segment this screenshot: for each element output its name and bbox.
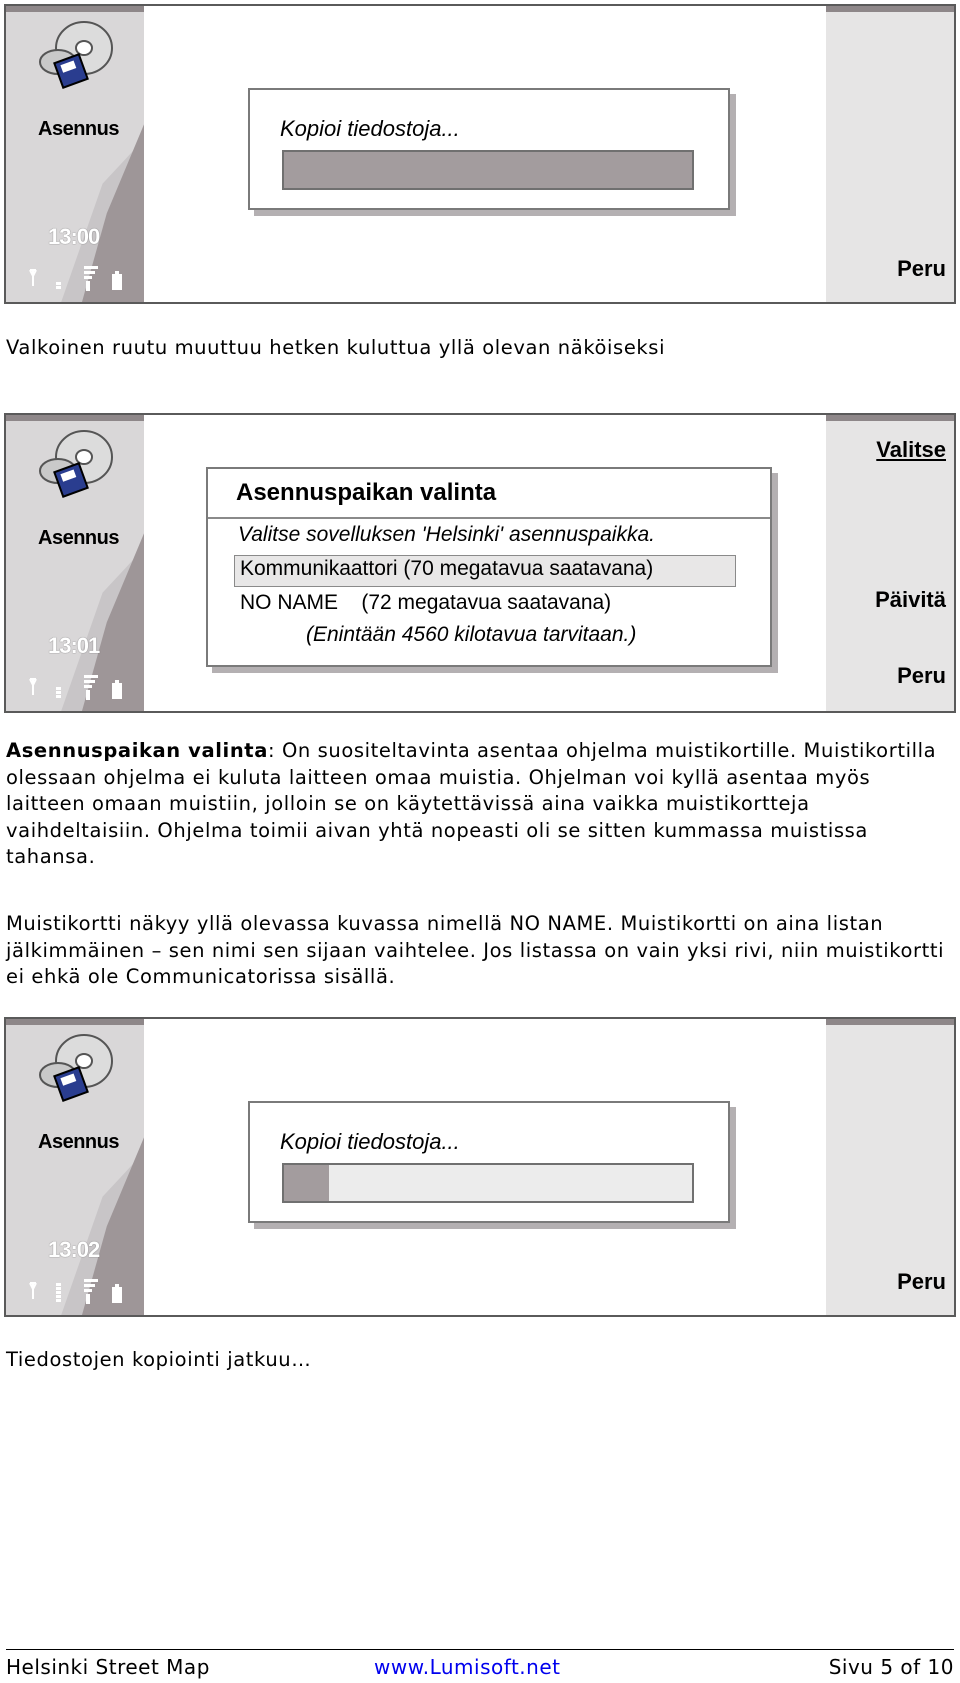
- installer-cd-icon: [36, 18, 116, 90]
- dialog-separator: [208, 517, 770, 519]
- battery-icon: [112, 680, 122, 699]
- softkey-cancel[interactable]: Peru: [897, 663, 946, 688]
- screenshot-1: [4, 4, 956, 304]
- option-memory-card[interactable]: NO NAME (72 megatavua saatavana): [240, 591, 612, 614]
- paragraph-install-location: [6, 738, 954, 871]
- dialog-prompt: Valitse sovelluksen 'Helsinki' asennuspaikka.: [238, 523, 655, 546]
- softkey-refresh[interactable]: Päivitä: [875, 587, 946, 612]
- screenshot-3: [4, 1017, 956, 1317]
- app-sidebar: [6, 6, 144, 302]
- footer-title: Helsinki Street Map: [6, 1655, 210, 1679]
- signal-strength-icon: [56, 282, 61, 289]
- installer-cd-icon: [36, 427, 116, 499]
- antenna-icon: [30, 679, 36, 695]
- app-sidebar: [6, 415, 144, 711]
- option-phone-memory[interactable]: Kommunikaattori (70 megatavua saatavana): [240, 557, 654, 580]
- status-icons: [26, 1277, 136, 1307]
- progress-fill: [284, 1165, 329, 1201]
- app-sidebar: [6, 1019, 144, 1315]
- paragraph-memory-card: Muistikortti näkyy yllä olevassa kuvassa nimellä NO NAME. Muistikortti on aina listan jälkimmäinen – sen nimi sen sijaan vaihtelee. Jos listassa on vain yksi rivi, niin muistikortti ei ehkä ole Communicatorissa sisällä.: [6, 912, 945, 988]
- paragraph-lead: Asennuspaikan valinta: [6, 739, 268, 762]
- copy-dialog: [248, 88, 730, 210]
- signal-strength-icon: [56, 687, 61, 698]
- dialog-note: (Enintään 4560 kilotavua tarvitaan.): [306, 623, 637, 646]
- install-location-dialog: [206, 467, 772, 667]
- footer-rule: [6, 1649, 954, 1650]
- signal-strength-icon: [56, 1283, 61, 1302]
- battery-level-icon: [84, 266, 98, 291]
- clock: 13:02: [48, 1237, 100, 1262]
- copy-dialog: [248, 1101, 730, 1223]
- caption-2: Tiedostojen kopiointi jatkuu…: [6, 1348, 312, 1371]
- copy-progress-bar: [282, 1163, 694, 1203]
- softkey-cancel[interactable]: Peru: [897, 256, 946, 281]
- dialog-heading: Asennuspaikan valinta: [236, 479, 497, 506]
- battery-icon: [112, 1284, 122, 1303]
- battery-level-icon: [84, 675, 98, 700]
- copy-progress-bar: [282, 150, 694, 190]
- installer-cd-icon: [36, 1031, 116, 1103]
- battery-icon: [112, 271, 122, 290]
- softkey-select[interactable]: Valitse: [876, 437, 946, 462]
- status-icons: [26, 673, 136, 703]
- clock: 13:01: [48, 633, 100, 658]
- clock: 13:00: [48, 224, 100, 249]
- status-icons: [26, 264, 136, 294]
- antenna-icon: [30, 1283, 36, 1299]
- app-name: Asennus: [38, 118, 119, 140]
- footer-page-number: Sivu 5 of 10: [828, 1655, 954, 1679]
- paragraph-body: : On suositeltavinta asentaa ohjelma muistikortille. Muistikortilla olessaan ohjelma ei kuluta laitteen omaa muistia. Ohjelman voi kyllä asentaa myös laitteen omaan muistiin, jolloin se on käytettävissä aina vaikka muistikortteja vaihdeltaisiin. Ohjelma toimii aivan yhtä nopeasti oli se sitten kummassa muistissa tahansa.: [6, 739, 937, 868]
- antenna-icon: [30, 270, 36, 286]
- app-name: Asennus: [38, 527, 119, 549]
- caption-1: Valkoinen ruutu muuttuu hetken kuluttua yllä olevan näköiseksi: [6, 336, 666, 359]
- battery-level-icon: [84, 1279, 98, 1304]
- screenshot-2: [4, 413, 956, 713]
- progress-fill: [284, 152, 692, 188]
- footer-link[interactable]: www.Lumisoft.net: [374, 1655, 561, 1679]
- dialog-title: Kopioi tiedostoja...: [280, 116, 460, 141]
- dialog-title: Kopioi tiedostoja...: [280, 1129, 460, 1154]
- softkey-cancel[interactable]: Peru: [897, 1269, 946, 1294]
- app-name: Asennus: [38, 1131, 119, 1153]
